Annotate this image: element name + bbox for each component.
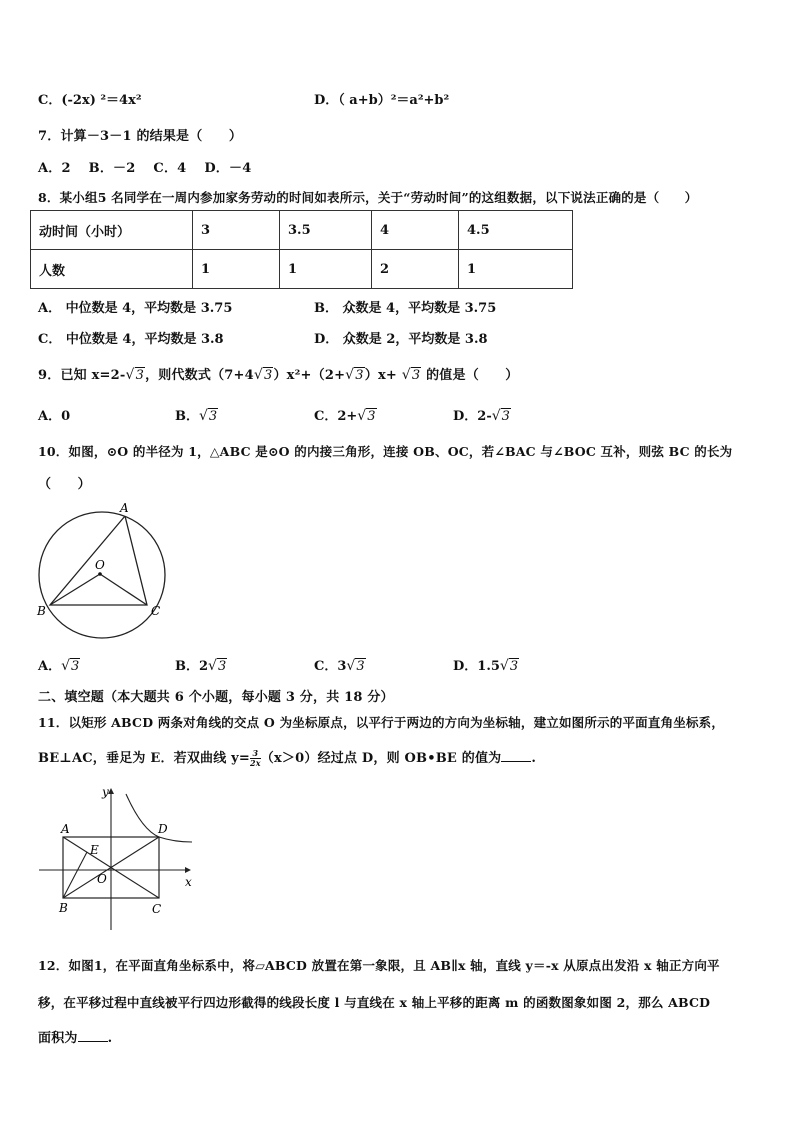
q6-option-d: D．（ a+b）²＝a²+b² bbox=[314, 93, 450, 108]
q8-option-b: B． 众数是 4，平均数是 3.75 bbox=[314, 301, 497, 316]
center-dot bbox=[98, 572, 102, 576]
radicand: 3 bbox=[411, 368, 421, 383]
sqrt-3: √3 bbox=[61, 658, 80, 674]
sqrt-3: √3 bbox=[253, 367, 273, 383]
q7-stem: 7．计算－3－1 的结果是（ ） bbox=[38, 129, 243, 144]
q9-option-d bbox=[453, 405, 511, 424]
option-label: D．1.5 bbox=[453, 659, 500, 674]
radicand: 3 bbox=[135, 368, 145, 383]
table-cell: 1 bbox=[280, 250, 372, 289]
label-a: A bbox=[61, 822, 70, 836]
q12-line3-end: . bbox=[107, 1031, 113, 1046]
sqrt-3: √3 bbox=[499, 658, 519, 674]
q8-table bbox=[30, 210, 573, 289]
option-label: D．2- bbox=[453, 409, 492, 424]
q11-stem-prefix: BE⊥AC，垂足为 E．若双曲线 y= bbox=[38, 751, 251, 766]
q9-stem-mid2: ）x²+（2+ bbox=[273, 368, 346, 383]
numerator: 3 bbox=[250, 749, 261, 759]
table-cell: 动时间（小时） bbox=[31, 211, 193, 250]
radicand: 3 bbox=[509, 659, 519, 674]
x-axis-arrow bbox=[185, 867, 191, 873]
radicand: 3 bbox=[355, 368, 364, 383]
table-row bbox=[31, 250, 573, 289]
q9-stem-prefix: 9．已知 x=2- bbox=[38, 368, 126, 383]
q12-line3 bbox=[38, 1027, 112, 1046]
table-cell: 1 bbox=[459, 250, 573, 289]
option-label: C．2+ bbox=[314, 409, 358, 424]
q10-option-b bbox=[175, 655, 227, 674]
table-cell: 4.5 bbox=[459, 211, 573, 250]
q9-stem-mid3: ）x+ bbox=[364, 368, 402, 383]
q6-option-c: C．(-2x) ²＝4x² bbox=[38, 93, 142, 108]
q8-option-c: C． 中位数是 4，平均数是 3.8 bbox=[38, 332, 224, 347]
radicand: 3 bbox=[501, 409, 510, 424]
q11-stem-end: . bbox=[531, 751, 537, 766]
q11-stem-line1: 11．以矩形 ABCD 两条对角线的交点 O 为坐标原点，以平行于两边的方向为坐标轴，建立如图所示的平面直角坐标系， bbox=[38, 715, 725, 730]
label-o: O bbox=[95, 558, 105, 572]
denominator: 2x bbox=[250, 758, 261, 768]
radicand: 3 bbox=[367, 409, 376, 424]
sqrt-3: √3 bbox=[199, 408, 218, 424]
label-c: C bbox=[152, 902, 162, 916]
label-a: A bbox=[120, 501, 129, 515]
q10-stem-line2: （ ） bbox=[38, 477, 91, 492]
sqrt-3: √3 bbox=[346, 658, 365, 674]
option-label: B．2 bbox=[175, 659, 209, 674]
sqrt-3: √3 bbox=[491, 408, 510, 424]
q11-stem-suffix: （x＞0）经过点 D，则 OB•BE 的值为 bbox=[260, 751, 502, 766]
label-o: O bbox=[97, 872, 107, 886]
table-cell: 1 bbox=[193, 250, 280, 289]
q12-line3-prefix: 面积为 bbox=[38, 1031, 78, 1046]
label-e: E bbox=[90, 843, 99, 857]
q9-stem bbox=[38, 364, 519, 383]
q9-option-a: A．0 bbox=[38, 409, 71, 424]
sqrt-3: √3 bbox=[345, 367, 364, 383]
section-heading: 二、填空题（本大题共 6 个小题，每小题 3 分，共 18 分） bbox=[38, 690, 394, 705]
table-cell: 4 bbox=[372, 211, 459, 250]
radicand: 3 bbox=[356, 659, 365, 674]
sqrt-3: √3 bbox=[401, 367, 421, 383]
table-cell: 2 bbox=[372, 250, 459, 289]
table-cell: 3.5 bbox=[280, 211, 372, 250]
option-label: B． bbox=[175, 409, 199, 424]
q8-stem: 8．某小组5 名同学在一周内参加家务劳动的时间如表所示，关于“劳动时间”的这组数据，以下说法正确的是（ ） bbox=[38, 190, 698, 205]
sqrt-3: √3 bbox=[208, 658, 227, 674]
q9-stem-mid1: ，则代数式（7+4 bbox=[145, 368, 254, 383]
radicand: 3 bbox=[264, 368, 273, 383]
radicand: 3 bbox=[217, 659, 227, 674]
q10-option-c bbox=[314, 655, 366, 674]
q9-option-c bbox=[314, 405, 377, 424]
option-label: C．3 bbox=[314, 659, 347, 674]
sqrt-3: √3 bbox=[125, 367, 145, 383]
q9-stem-suffix: 的值是（ ） bbox=[421, 368, 519, 383]
label-y: y bbox=[102, 785, 109, 799]
q10-circle-figure bbox=[30, 498, 180, 643]
answer-blank bbox=[78, 1029, 108, 1042]
radicand: 3 bbox=[208, 409, 218, 424]
q10-option-a bbox=[38, 655, 80, 674]
segment-be bbox=[63, 852, 87, 898]
option-label: A． bbox=[38, 659, 62, 674]
radicand: 3 bbox=[71, 659, 80, 674]
label-b: B bbox=[37, 604, 46, 618]
label-d: D bbox=[158, 822, 168, 836]
q12-line2: 移，在平移过程中直线被平行四边形截得的线段长度 l 与直线在 x 轴上平移的距离 m 的函数图象如图 2，那么 ABCD bbox=[38, 995, 711, 1010]
table-cell: 3 bbox=[193, 211, 280, 250]
q11-stem-line2 bbox=[38, 747, 536, 768]
table-cell: 人数 bbox=[31, 250, 193, 289]
q9-option-b bbox=[175, 405, 218, 424]
q10-option-d bbox=[453, 655, 519, 674]
q10-stem-line1: 10．如图，⊙O 的半径为 1，△ABC 是⊙O 的内接三角形，连接 OB、OC，若∠BAC 与∠BOC 互补，则弦 BC 的长为 bbox=[38, 444, 733, 459]
q8-option-a: A． 中位数是 4，平均数是 3.75 bbox=[38, 301, 233, 316]
label-c: C bbox=[151, 604, 161, 618]
segment-ob bbox=[50, 574, 100, 605]
label-b: B bbox=[59, 901, 68, 915]
table-row bbox=[31, 211, 573, 250]
q8-option-d: D． 众数是 2，平均数是 3.8 bbox=[314, 332, 488, 347]
q12-line1: 12．如图1，在平面直角坐标系中，将▱ABCD 放置在第一象限，且 AB∥x 轴，直线 y＝-x 从原点出发沿 x 轴正方向平 bbox=[38, 958, 720, 973]
y-axis-arrow bbox=[108, 788, 114, 794]
answer-blank bbox=[501, 749, 531, 762]
q11-coordinate-figure bbox=[34, 782, 204, 932]
fraction-3-over-2x bbox=[250, 749, 261, 768]
q7-options: A．2 B．－2 C．4 D．－4 bbox=[38, 161, 252, 176]
sqrt-3: √3 bbox=[357, 408, 376, 424]
label-x: x bbox=[185, 875, 192, 889]
